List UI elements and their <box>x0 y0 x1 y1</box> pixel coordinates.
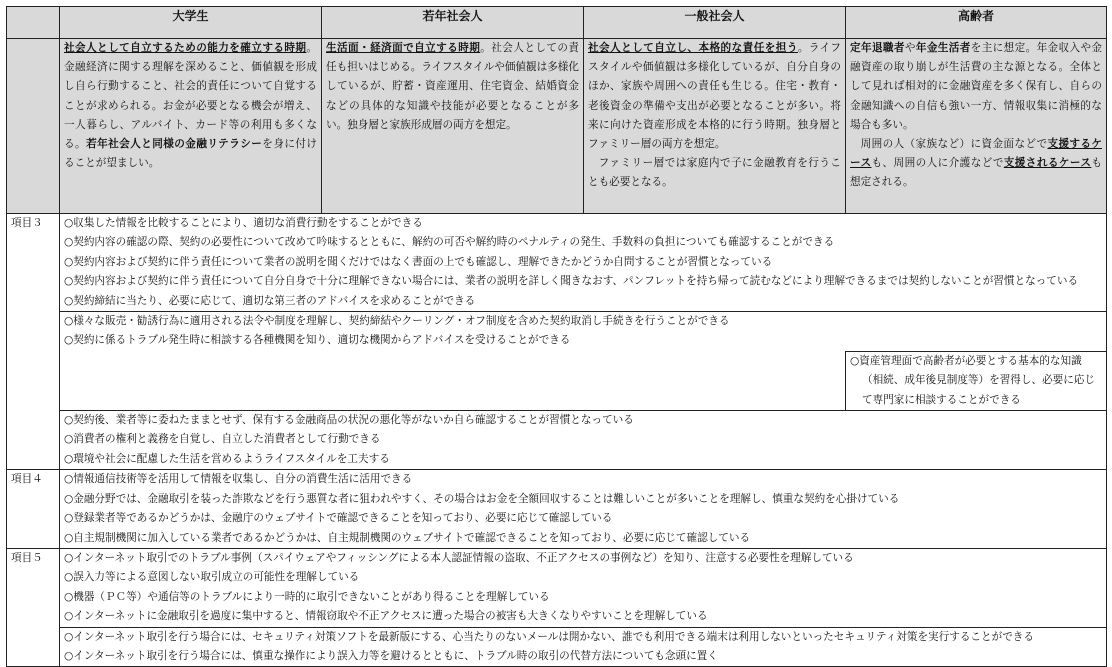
list-item: ○環境や社会に配慮した生活を営めるようライフスタイルを工夫する <box>64 452 390 465</box>
list-item: ○情報通信技術等を活用して情報を収集し、自分の消費生活に活用できる <box>64 473 413 486</box>
desc-elderly-emph3: 支援するケース <box>850 138 1103 170</box>
list-item: ○誤入力等による意図しない取引成立の可能性を理解している <box>64 571 360 584</box>
section-label-5: 項目５ <box>7 548 60 666</box>
header-elderly: 高齢者 <box>846 7 1107 39</box>
header-general-worker: 一般社会人 <box>584 7 846 39</box>
section-label-4: 項目４ <box>7 470 60 549</box>
desc-elderly-text5: も想定される。 <box>850 157 1102 189</box>
list-item: ○契約後、業者等に委ねたままとせず、保有する金融商品の状況の悪化等がないか自ら確認することが習慣となっている <box>64 414 634 427</box>
list-item: ○インターネット取引を行う場合には、セキュリティ対策ソフトを最新版にする、心当たりのないメールは開かない、誰でも利用できる端末は利用しないといったセキュリティ対策を実行することができる <box>64 630 1034 643</box>
desc-elderly-emph1: 定年退職者 <box>850 42 905 54</box>
section3-group1 <box>60 214 1107 312</box>
list-item: ○契約に係るトラブル発生時に相談する各種機関を知り、適切な機関からアドバイスを受けることができる <box>64 334 571 347</box>
section-label-3: 項目３ <box>7 214 60 470</box>
desc-university-text1: 。金融経済に関する理解を深めること、価値観を形成し自ら行動すること、社会的責任について自覚することが求められる。お金が必要となる機会が増え、一人暮らし、アルバイト、カード等の利用も多くなる。 <box>64 42 317 151</box>
corner-cell-desc <box>7 39 60 214</box>
section3-group3-row <box>7 411 1107 470</box>
desc-elderly-text4: も、周囲の人に介護などで <box>871 157 1004 170</box>
desc-university-emph2: 若年社会人と同様の金融リテラシー <box>86 138 263 151</box>
literacy-table <box>6 6 1107 667</box>
list-item: ○様々な販売・勧誘行為に適用される法令や制度を理解し、契約締結やクーリング・オフ制度を含めた契約取消し手続きを行うことができる <box>64 315 730 328</box>
section3-elderly-spacer <box>60 351 846 410</box>
section5-group2 <box>60 627 1107 667</box>
section3-group2 <box>60 312 1107 352</box>
desc-young-emph1: 生活面・経済面で自立する時期 <box>326 42 481 54</box>
desc-university <box>60 39 322 214</box>
list-item: ○自主規制機関に加入している業者であるかどうかは、自主規制機関のウェブサイトで確認できることを知っており、必要に応じて確認している <box>64 531 751 544</box>
section4-row <box>7 470 1107 549</box>
desc-general-text2: ファミリー層では家庭内で子に金融教育を行うことも必要となる。 <box>588 157 841 189</box>
desc-elderly <box>846 39 1107 214</box>
desc-general-text1: 。ライフスタイルや価値観は多様化しているが、自分自身のほか、家族や周囲への責任も生じる。住宅・教育・老後資金の準備や支出が必要となることが多い。将来に向けた資産形成を本格的に行う時期。独身層とファミリー層の両方を想定。 <box>588 42 841 151</box>
desc-general-emph1: 社会人として自立し、本格的な責任を担う <box>588 42 798 54</box>
list-item: ○資産管理面で高齢者が必要とする基本的な知識（相続、成年後見制度等）を習得し、必要に応じて専門家に相談することができる <box>850 354 1096 406</box>
list-item: ○インターネットに金融取引を過度に集中すると、情報窃取や不正アクセスに遭った場合の被害も大きくなりやすいことを理解している <box>64 610 708 623</box>
list-item: ○契約内容および契約に伴う責任について業者の説明を聞くだけではなく書面の上でも確認し、理解できたかどうか自問することが習慣となっている <box>64 255 773 268</box>
list-item: ○金融分野では、金融取引を装った詐欺などを行う悪質な者に狙われやすく、その場合はお金を全額回収することは難しいことが多いことを理解し、慎重な契約を心掛けている <box>64 492 900 505</box>
header-row <box>7 7 1107 39</box>
section3-group1-row <box>7 214 1107 312</box>
corner-cell <box>7 7 60 39</box>
list-item: ○収集した情報を比較することにより、適切な消費行動をすることができる <box>64 217 423 229</box>
desc-elderly-emph2: 年金生活者 <box>915 42 971 54</box>
list-item: ○消費者の権利と義務を自覚し、自立した消費者として行動できる <box>64 433 381 446</box>
section3-group2-row <box>7 312 1107 352</box>
list-item: ○登録業者等であるかどうかは、金融庁のウェブサイトで確認できることを知っており、必要に応じて確認している <box>64 512 613 525</box>
section5-group2-row <box>7 627 1107 667</box>
section4-group1 <box>60 470 1107 549</box>
section3-elderly-row <box>7 351 1107 410</box>
desc-young-text1: 。社会人としての責任も担いはじめる。ライフスタイルや価値観は多様化しているが、貯蓄・資産運用、住宅資金、結婚資金などの具体的な知識や技能が必要となることが多い。独身層と家族形成層の両方を想定。 <box>326 42 580 131</box>
list-item: ○インターネット取引を行う場合には、慎重な操作により誤入力等を避けるとともに、トラブル時の取引の代替方法についても念頭に置く <box>64 649 718 662</box>
section3-group3 <box>60 411 1107 470</box>
list-item: ○契約締結に当たり、必要に応じて、適切な第三者のアドバイスを求めることができる <box>64 294 476 307</box>
section3-elderly-cell <box>846 351 1107 410</box>
header-young-worker: 若年社会人 <box>322 7 584 39</box>
section5-group1 <box>60 548 1107 627</box>
desc-university-text2: を身に付けることが望ましい。 <box>64 138 318 170</box>
header-university: 大学生 <box>60 7 322 39</box>
desc-elderly-text1: や <box>904 42 916 54</box>
list-item: ○契約内容および契約に伴う責任について自分自身で十分に理解できない場合には、業者の説明を詳しく聞きなおす、パンフレットを持ち帰って読むなどにより理解できるまでは契約しないことが習慣となっている <box>64 275 1079 288</box>
list-item: ○機器（ＰＣ等）や通信等のトラブルにより一時的に取引できないことがあり得ることを理解している <box>64 590 550 603</box>
description-row <box>7 39 1107 214</box>
list-item: ○インターネット取引でのトラブル事例（スパイウェアやフィッシングによる本人認証情報の盗取、不正アクセスの事例など）を知り、注意する必要性を理解している <box>64 551 854 564</box>
list-item: ○契約内容の確認の際、契約の必要性について改めて吟味するとともに、解約の可否や解約時のペナルティの発生、手数料の負担についても確認することができる <box>64 236 835 249</box>
desc-elderly-text2: を主に想定。年金収入や金融資産の取り崩しが生活費の主な源となる。全体として見れば相対的に金融資産を多く保有し、自らの金融知識への自信も強い一方、情報収集に消極的な場合も多い。 <box>850 42 1103 131</box>
desc-general-worker <box>584 39 846 214</box>
desc-university-emph1: 社会人として自立するための能力を確立する時期 <box>64 42 307 54</box>
desc-elderly-text3: 周囲の人（家族など）に資金面などで <box>860 138 1048 151</box>
desc-elderly-emph4: 支援されるケース <box>1003 157 1092 170</box>
desc-young-worker <box>322 39 584 214</box>
section5-group1-row <box>7 548 1107 627</box>
